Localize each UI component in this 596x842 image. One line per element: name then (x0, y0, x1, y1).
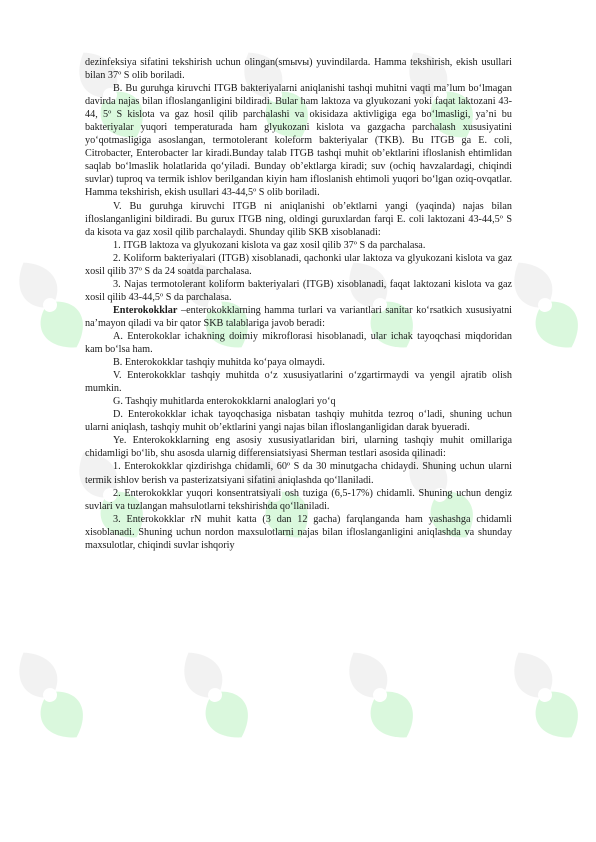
enterokokklar-term: Enterokokklar (113, 304, 178, 316)
leaf-logo-watermark (317, 627, 443, 763)
paragraph-7-text: –enterokokklarning hamma turlari va variantlari sanitar ko‘rsatkich xususiyatni na’mayon qiladi va bir qator SKB talablariga javob beradi: (85, 304, 512, 329)
paragraph-16: 3. Enterokokklar rN muhit katta (3 dan 12 gacha) farqlanganda ham yashashga chidamli xisoblanadi. Shuning uchun nordon maxsulotlarni najas bilan ifloslanganligini aniqlashda va shunday maxsulotlar, chiqindi suvlar ishqoriy (85, 513, 512, 551)
body-text (85, 56, 512, 552)
leaf-logo-watermark (0, 627, 113, 763)
paragraph-1: dezinfeksiya sifatini tekshirish uchun olingan(smыvы) yuvindilarda. Hamma tekshirish, ekish usullari bilan 37º S olib boriladi. (85, 57, 512, 82)
paragraph-12: D. Enterokokklar ichak tayoqchasiga nisbatan tashqiy muhitda tezroq o‘ladi, shuning uchun ularni aniqlash, tashqiy muhit ob’ektlarini yangi najas bilan ifloslanganligidan darak byueradi. (85, 409, 512, 434)
paragraph-10: V. Enterokokklar tashqiy muhitda o‘z xususiyatlarini o‘zgartirmaydi va yengil ajratib olish mumkin. (85, 370, 512, 395)
paragraph-5: 2. Koliform bakteriyalari (ITGB) xisoblanadi, qachonki ular laktoza va glyukozani kislota va gaz xosil qilib 37º S da 24 soatda parchalasa. (85, 252, 512, 277)
leaf-logo-watermark (152, 627, 278, 763)
paragraph-4: 1. ITGB laktoza va glyukozani kislota va gaz xosil qilib 37º S da parchalasa. (113, 239, 426, 251)
paragraph-2: B. Bu guruhga kiruvchi ITGB bakteriyalarni aniqlanishi tashqi muhitni vaqti ma’lum bo‘lmagan davirda najas bilan ifloslanganligini bildiradi. Bular ham laktoza va glyukozani yoki faqat laktozani 43-44, 5º S kislota va gaz hosil qilib parchalashi va okisidaza aktivligiga ega bo‘lmasligi, ya’ni bu bakteriyalar yuqori temperaturada ham glyukozani kislota va gazgacha parchalash xususiyatini yo‘qotmasligiga asoslangan, termotolerant koleform bakteriyalar (TKB). Bu ITGB ga E. coli, Citrobacter, Enterobacter lar kiradi.Bunday talab ITGB tashqi muhit ob’ektlarini ifloslanish ehtimlidan saqlab bo‘lmaslik holatlarida qo‘yiladi. Bunday ob’ektlarga kiradi; suv (ochiq havzalardagi, chiqindi suvlar) tuproq va termik ishlov berilgandan kiyin ham ifloslanish ehtimoli yuqori bo‘lgan oziq-ovqatlar. Hamma tekshirish, ekish usullari 43-44,5º S olib boriladi. (85, 83, 512, 199)
paragraph-9: B. Enterokokklar tashqiy muhitda ko‘paya olmaydi. (113, 357, 325, 369)
paragraph-6: 3. Najas termotolerant koliform bakteriyalari (ITGB) xisoblanadi, faqat laktozani kislota va gaz xosil qilib 43-44,5º S da parchalasa. (85, 278, 512, 303)
paragraph-3: V. Bu guruhga kiruvchi ITGB ni aniqlanishi ob’ektlarni yangi (yaqinda) najas bilan ifloslanganligini bildiradi. Bu gurux ITGB ning, oldingi guruxlardan farqi E. coli laktozani 43-44,5º S da kisota va gaz xosil qilib parchalaydi. Shunday qilib SKB xisoblanadi: (85, 200, 512, 238)
paragraph-11: G. Tashqiy muhitlarda enterokokklarni analoglari yo‘q (113, 396, 336, 408)
paragraph-15: 2. Enterokokklar yuqori konsentratsiyali osh tuziga (6,5-17%) chidamli. Shuning uchun dengiz suvlari va tuzlangan mahsulotlarni tekshirishda qo‘llaniladi. (85, 487, 512, 512)
paragraph-13: Ye. Enterokokklarning eng asosiy xususiyatlaridan biri, ularning tashqiy muhit omillariga chidamligi bo‘lib, shu asosda ularnig differensiatsiyasi Sherman testlari asosida qilinadi: (85, 435, 512, 460)
leaf-logo-watermark (482, 627, 596, 763)
paragraph-14: 1. Enterokokklar qizdirishga chidamli, 60º S da 30 minutgacha chidaydi. Shuning uchun ularni termik ishlov berish va pasterizatsiyani sifatini aniqlashda qo‘llaniladi. (85, 461, 512, 486)
paragraph-7 (85, 304, 512, 330)
paragraph-8: A. Enterokoklar ichakning doimiy mikroflorasi hisoblanadi, ular ichak tayoqchasi miqdoridan kam bo‘lsa ham. (85, 330, 512, 356)
